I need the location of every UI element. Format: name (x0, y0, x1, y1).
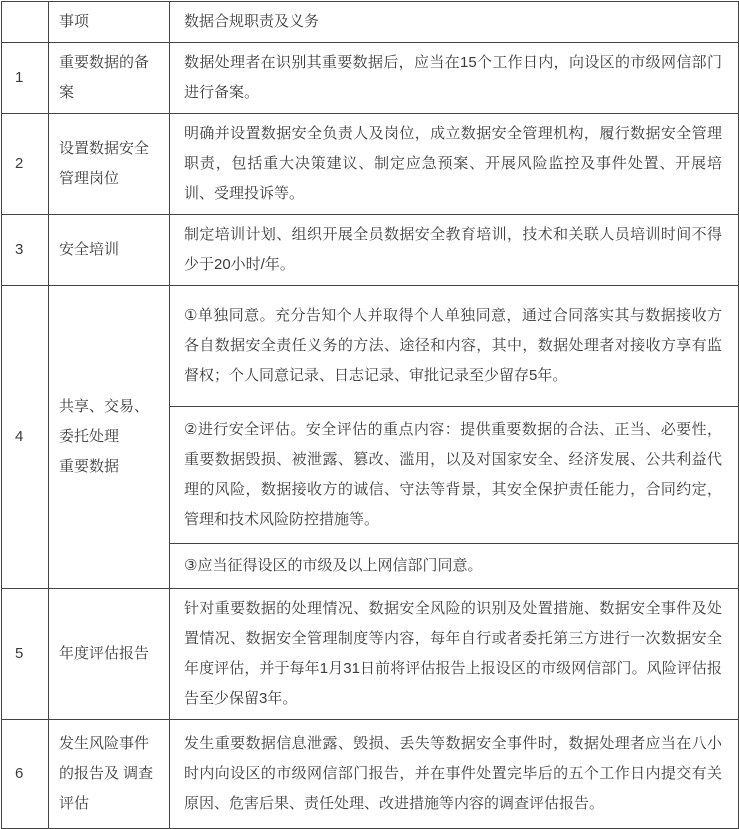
row-number: 3 (2, 215, 49, 286)
duty-cell: 制定培训计划、组织开展全员数据安全教育培训，技术和关联人员培训时间不得少于20小时/年。 (170, 215, 739, 286)
row-number: 4 (2, 286, 49, 589)
item-cell (49, 286, 170, 589)
row-number: 1 (2, 43, 49, 114)
item-cell: 重要数据的备案 (49, 43, 170, 114)
row-number: 5 (2, 589, 49, 720)
header-row (2, 2, 739, 43)
header-no-cell (2, 2, 49, 43)
row-number: 2 (2, 114, 49, 215)
duty-cell: ②进行安全评估。安全评估的重点内容：提供重要数据的合法、正当、必要性，重要数据毁损、被泄露、篡改、滥用，以及对国家安全、经济发展、公共利益代理的风险，数据接收方的诚信、守法等背景，其安全保护责任能力，合同约定，管理和技术风险防控措施等。 (170, 407, 739, 544)
table-row (2, 215, 739, 286)
duty-cell: 针对重要数据的处理情况、数据安全风险的识别及处置措施、数据安全事件及处置情况、数据安全管理制度等内容，每年自行或者委托第三方进行一次数据安全年度评估，并于每年1月31日前将评估报告上报设区的市级网信部门。风险评估报告至少保留3年。 (170, 589, 739, 720)
item-cell: 年度评估报告 (49, 589, 170, 720)
table-row (2, 720, 739, 829)
duty-cell: ①单独同意。充分告知个人并取得个人单独同意，通过合同落实其与数据接收方各自数据安全责任义务的方法、途径和内容，其中，数据处理者对接收方享有监督权；个人同意记录、日志记录、审批记录至少留存5年。 (170, 286, 739, 407)
item-text-line: 重要数据 (59, 458, 120, 475)
table-row (2, 114, 739, 215)
item-cell: 设置数据安全管理岗位 (49, 114, 170, 215)
row-number: 6 (2, 720, 49, 829)
duty-cell: 数据处理者在识别其重要数据后，应当在15个工作日内，向设区的市级网信部门进行备案。 (170, 43, 739, 114)
duty-cell: 发生重要数据信息泄露、毁损、丢失等数据安全事件时，数据处理者应当在八小时内向设区的市级网信部门报告，并在事件处置完毕后的五个工作日内提交有关原因、危害后果、责任处理、改进措施等内容的调查评估报告。 (170, 720, 739, 829)
duty-cell: 明确并设置数据安全负责人及岗位，成立数据安全管理机构，履行数据安全管理职责，包括重大决策建议、制定应急预案、开展风险监控及事件处置、开展培训、受理投诉等。 (170, 114, 739, 215)
item-cell: 安全培训 (49, 215, 170, 286)
data-compliance-table (1, 1, 739, 829)
table-row (2, 43, 739, 114)
table-row (2, 589, 739, 720)
table-row (2, 286, 739, 407)
header-item-cell: 事项 (49, 2, 170, 43)
item-cell: 发生风险事件的报告及 调查评估 (49, 720, 170, 829)
duty-cell: ③应当征得设区的市级及以上网信部门同意。 (170, 544, 739, 589)
header-duty-cell: 数据合规职责及义务 (170, 2, 739, 43)
item-text-line: 共享、交易、委托处理 (59, 398, 150, 445)
